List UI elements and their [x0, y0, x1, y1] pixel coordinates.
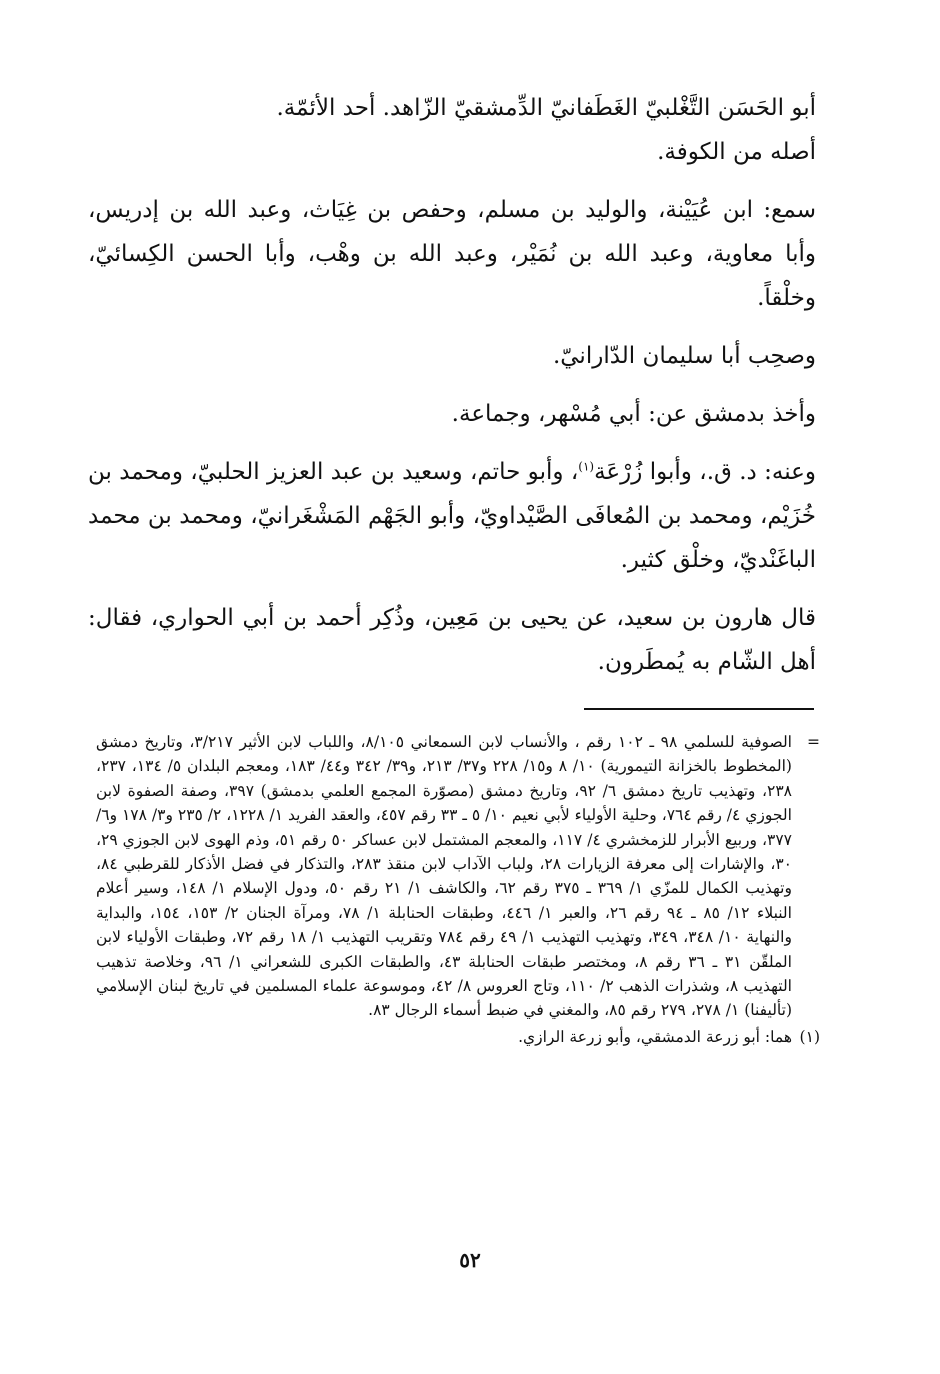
footnote-marker: =: [807, 733, 820, 751]
footnote-text: الصوفية للسلمي ٩٨ ـ ١٠٢ رقم ، والأنساب لابن السمعاني ٨/١٠٥، واللباب لابن الأثير ٣/٢١٧، وتاريخ دمشق (المخطوط بالخزانة التيمورية) ١٠/ ٨ و١٥/ ٢٢٨ و٣٧/ ٢١٣، و٣٩/ ٣٤٢ و٤٤/ ١٨٣، ومعجم البلدان ٥/ ١٣٤، ٢٣٧، ٢٣٨، وتهذيب تاريخ دمشق ٦/ ٩٢، وتاريخ دمشق (مصوّرة المجمع العلمي بدمشق) ٣٩٧، وصفة الصفوة لابن الجوزي ٤/ رقم ٧٦٤، وحلية الأولياء لأبي نعيم ١٠/ ٥ ـ ٣٣ رقم ٤٥٧، والعقد الفريد ١/ ١٢٢٨، ٢/ ٢٣٥ و٣/ ١٧٨ و٦/ ٣٧٧، وربيع الأبرار للزمخشري ٤/ ١١٧، والمعجم المشتمل لابن عساكر ٥٠ رقم ٥١، وذم الهوى لابن الجوزي ٢٩، ٣٠، والإشارات إلى معرفة الزيارات ٢٨، ولباب الآداب لابن منقذ ٢٨٣، والتذكار في فضل الأذكار للقرطبي ٨٤، وتهذيب الكمال للمزّي ١/ ٣٦٩ ـ ٣٧٥ رقم ٦٢، والكاشف ١/ ٢١ رقم ٥٠، ودول الإسلام ١/ ١٤٨، وسير أعلام النبلاء ١٢/ ٨٥ ـ ٩٤ رقم ٢٦، والعبر ١/ ٤٤٦، وطبقات الحنابلة ١/ ٧٨، ومرآة الجنان ٢/ ١٥٣، ١٥٤، والبداية والنهاية ١٠/ ٣٤٨، ٣٤٩، وتهذيب التهذيب ١/ ٤٩ رقم ٧٨٤ وتقريب التهذيب ١/ ١٨ رقم ٧٢، وطبقات الأولياء لابن الملقّن ٣١ ـ ٣٦ رقم ٨، ومختصر طبقات الحنابلة ٤٣، والطبقات الكبرى للشعراني ١/ ٩٦، وخلاصة تذهيب التهذيب ٨، وشذرات الذهب ٢/ ١١٠، وتاج العروس ٨/ ٤٢، وموسوعة علماء المسلمين في تاريخ لبنان الإسلامي (تأليفنا) ١/ ٢٧٨، ٢٧٩ رقم ٨٥، والمغني في ضبط أسماء الرجال ٨٣.: [96, 733, 793, 1020]
footnote-continued: [96, 730, 820, 1023]
name-line: أبو الحَسَن التَّغْلبيّ الغَطَفانيّ الدِّمشقيّ الزّاهد. أحد الأئمّة.: [276, 95, 816, 121]
footnotes: [96, 730, 820, 1049]
narrators-paragraph: [88, 450, 816, 582]
quote-paragraph: قال هارون بن سعيد، عن يحيى بن مَعِين، وذُكِر أحمد بن أبي الحواري، فقال: أهل الشّام به يُمطَرون.: [88, 605, 816, 675]
footnote-marker: (١): [799, 1027, 820, 1046]
footnote-reference[interactable]: (١): [578, 459, 595, 474]
narrators-text-end: ، وأبو حاتم، وسعيد بن عبد العزيز الحلبيّ، ومحمد بن خُزَيْم، ومحمد بن المُعافَى الصَّيْداويّ، وأبو الجَهْم المَشْغَرانيّ، ومحمد بن محمد الباغَنْديّ، وخلْق كثير.: [88, 459, 816, 573]
footnote-text: هما: أبو زرعة الدمشقي، وأبو زرعة الرازي.: [518, 1027, 792, 1046]
footnote-1: [96, 1025, 820, 1049]
main-text: [88, 86, 816, 684]
took-from-paragraph: وأخذ بدمشق عن: أبي مُسْهر، وجماعة.: [451, 401, 816, 427]
origin-line: أصله من الكوفة.: [657, 139, 816, 165]
footnote-divider: [584, 708, 814, 710]
page-number: ٥٢: [459, 1248, 481, 1272]
companion-paragraph: وصحِب أبا سليمان الدّارانيّ.: [552, 343, 816, 369]
narrators-text-start: وعنه: د. ق.، وأبوا زُرْعَة: [594, 459, 817, 485]
heard-from-paragraph: سمع: ابن عُيَيْنة، والوليد بن مسلم، وحفص بن غِيَاث، وعبد الله بن إدريس، وأبا معاوية، وعبد الله بن نُمَيْر، وعبد الله بن وهْب، وأبا الحسن الكِسائيّ، وخلْقاً.: [88, 197, 816, 311]
